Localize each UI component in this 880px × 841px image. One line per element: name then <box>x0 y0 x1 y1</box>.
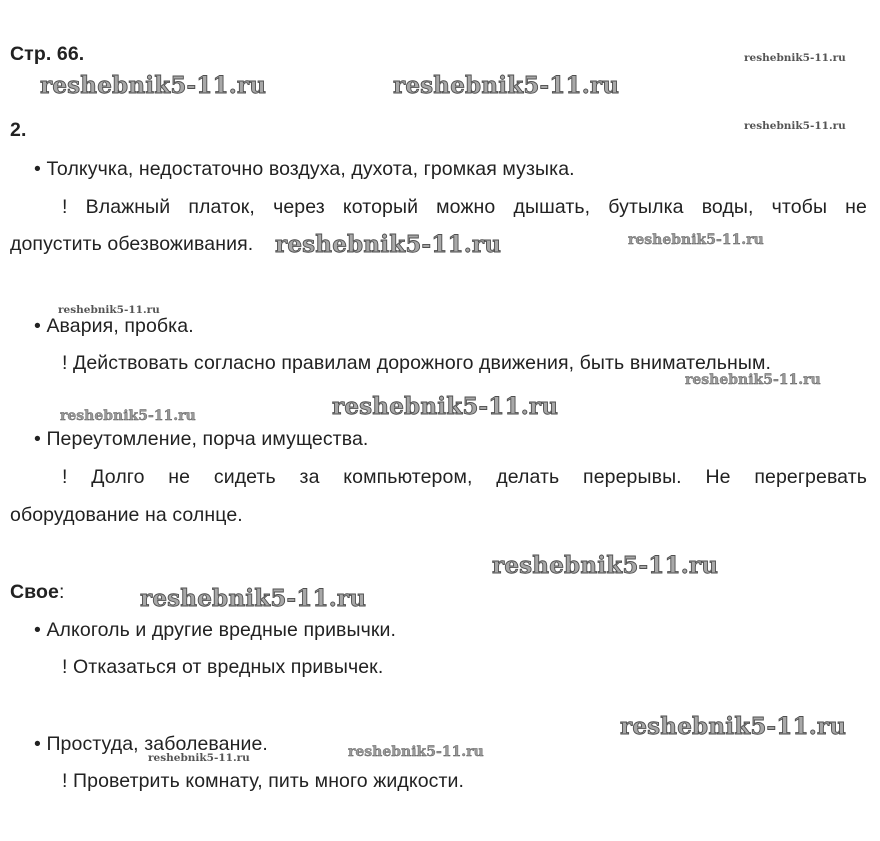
watermark-logo: reshebnik5-11.ru <box>628 232 764 248</box>
watermark-logo: reshebnik5-11.ru <box>744 120 846 132</box>
own-label: Свое <box>10 581 59 603</box>
watermark-logo: reshebnik5-11.ru <box>275 231 502 258</box>
watermark-logo: reshebnik5-11.ru <box>332 393 559 420</box>
advice-2-line-1: ! Действовать согласно правилам дорожного движения, быть внимательным. <box>62 352 772 374</box>
watermark-logo: reshebnik5-11.ru <box>685 372 821 388</box>
watermark-logo: reshebnik5-11.ru <box>744 52 846 64</box>
task-number: 2. <box>10 119 27 141</box>
own-advice-2: ! Проветрить комнату, пить много жидкости. <box>62 770 465 792</box>
watermark-logo: reshebnik5-11.ru <box>60 408 196 424</box>
watermark-logo: reshebnik5-11.ru <box>140 585 367 612</box>
watermark-logo: reshebnik5-11.ru <box>393 72 620 99</box>
watermark-logo: reshebnik5-11.ru <box>492 552 719 579</box>
situation-2: • Авария, пробка. <box>34 315 194 337</box>
watermark-logo: reshebnik5-11.ru <box>348 744 484 760</box>
watermark-logo: reshebnik5-11.ru <box>58 304 160 316</box>
own-heading <box>10 580 65 604</box>
advice-3-line-1: ! Долго не сидеть за компьютером, делать перерывы. Не перегревать <box>62 466 867 488</box>
page-label: Стр. 66. <box>10 43 85 65</box>
watermark-logo: reshebnik5-11.ru <box>40 72 267 99</box>
situation-1: • Толкучка, недостаточно воздуха, духота, громкая музыка. <box>34 158 575 180</box>
advice-3-line-2: оборудование на солнце. <box>10 504 243 526</box>
watermark-logo: reshebnik5-11.ru <box>148 752 250 764</box>
watermark-logo: reshebnik5-11.ru <box>620 713 847 740</box>
own-situation-2: • Простуда, заболевание. <box>34 733 268 755</box>
advice-1-line-2: допустить обезвоживания. <box>10 233 254 255</box>
own-advice-1: ! Отказаться от вредных привычек. <box>62 656 384 678</box>
own-colon: : <box>58 581 65 603</box>
advice-1-line-1: ! Влажный платок, через который можно дышать, бутылка воды, чтобы не <box>62 196 867 218</box>
situation-3: • Переутомление, порча имущества. <box>34 428 369 450</box>
own-situation-1: • Алкоголь и другие вредные привычки. <box>34 619 397 641</box>
